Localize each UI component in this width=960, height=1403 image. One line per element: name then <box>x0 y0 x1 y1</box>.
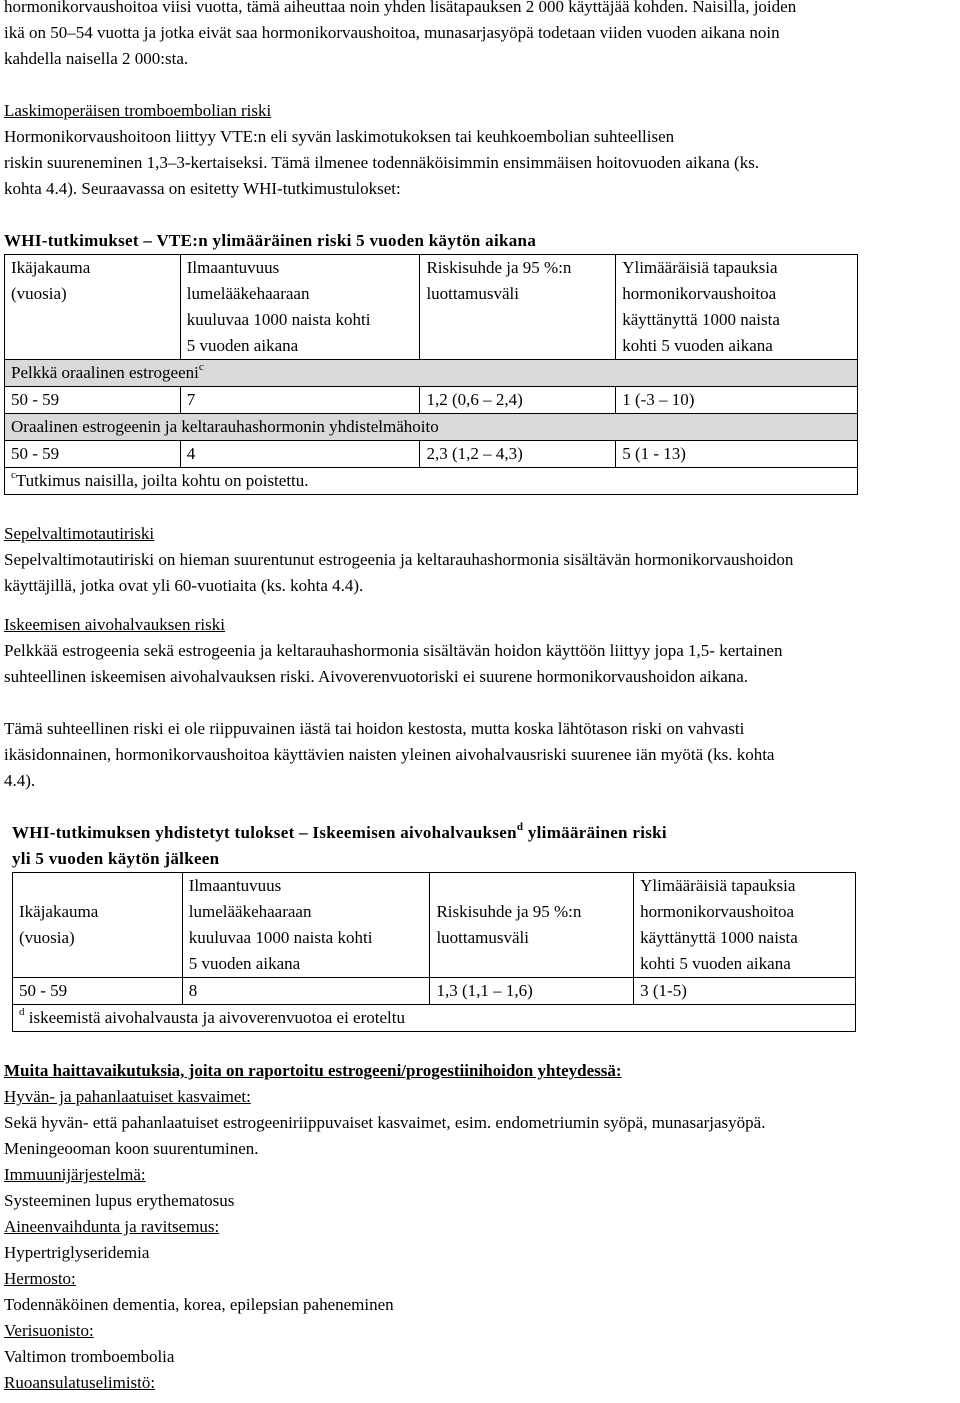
header-cell: Ikäjakauma (vuosia) <box>13 873 183 978</box>
stroke-line: 4.4). <box>4 771 36 790</box>
section-line: Systeeminen lupus erythematosus <box>4 1191 235 1210</box>
stroke-line: suhteellinen iskeemisen aivohalvauksen riski. Aivoverenvuotoriski ei suurene hormonikorvaushoidon aikana. <box>4 667 749 686</box>
section-title: Hyvän- ja pahanlaatuiset kasvaimet: <box>4 1087 251 1106</box>
vte-table-block <box>4 228 954 495</box>
vte-heading: Laskimoperäisen tromboembolian riski <box>4 101 272 120</box>
stroke-heading: Iskeemisen aivohalvauksen riski <box>4 615 225 634</box>
header-cell: Ylimääräisiä tapauksia hormonikorvaushoitoa käyttänyttä 1000 naista kohti 5 vuoden aikana <box>634 873 856 978</box>
header-cell: Ylimääräisiä tapauksia hormonikorvaushoitoa käyttänyttä 1000 naista kohti 5 vuoden aikana <box>616 255 858 360</box>
document-page <box>4 0 954 1396</box>
table-footnote-row: $^c$Tutkimus naisilla, joilta kohtu on poistettu. <box>5 468 858 495</box>
coronary-section <box>4 521 954 599</box>
table-row: 50 - 59 4 2,3 (1,2 – 4,3) 5 (1 - 13) <box>5 441 858 468</box>
stroke-line: ikäsidonnainen, hormonikorvaushoitoa käyttävien naisten yleinen aivohalvausriski suurenee iän myötä (ks. kohta <box>4 745 775 764</box>
stroke-table-block <box>12 820 862 1032</box>
section-title: Aineenvaihdunta ja ravitsemus: <box>4 1217 220 1236</box>
header-cell: Riskisuhde ja 95 %:n luottamusväli <box>430 873 634 978</box>
coronary-heading: Sepelvaltimotautiriski <box>4 524 155 543</box>
vte-section <box>4 98 954 202</box>
vte-table-title: WHI-tutkimukset – VTE:n ylimääräinen riski 5 vuoden käytön aikana <box>4 231 537 250</box>
coronary-line: Sepelvaltimotautiriski on hieman suurentunut estrogeenia ja keltarauhashormonia sisältävän hormonikorvaushoidon <box>4 550 794 569</box>
section-title: Immuunijärjestelmä: <box>4 1165 146 1184</box>
group-row: Oraalinen estrogeenin ja keltarauhashormonin yhdistelmähoito <box>5 414 858 441</box>
vte-line: Hormonikorvaushoitoon liittyy VTE:n eli syvän laskimotukoksen tai keuhkoembolian suhteellisen <box>4 127 675 146</box>
stroke-table-title: WHI-tutkimuksen yhdistetyt tulokset – Iskeemisen aivohalvauksen$^d$ ylimääräinen riski <box>12 821 667 842</box>
vte-risk-table <box>4 254 858 495</box>
intro-paragraph <box>4 0 954 72</box>
section-title: Verisuonisto: <box>4 1321 94 1340</box>
section-line: Hypertriglyseridemia <box>4 1243 150 1262</box>
header-cell: Ikäjakauma (vuosia) <box>5 255 181 360</box>
table-footnote-row: $^d$ iskeemistä aivohalvausta ja aivoverenvuotoa ei eroteltu <box>13 1005 856 1032</box>
stroke-line: Pelkkää estrogeenia sekä estrogeenia ja keltarauhashormonia sisältävän hoidon käyttöön liittyy jopa 1,5- kertainen <box>4 641 783 660</box>
header-cell: Ilmaantuvuus lumelääkehaaraan kuuluvaa 1000 naista kohti 5 vuoden aikana <box>180 255 420 360</box>
intro-line: kahdella naisella 2 000:sta. <box>4 49 189 68</box>
section-line: Todennäköinen dementia, korea, epilepsian paheneminen <box>4 1295 394 1314</box>
vte-line: kohta 4.4). Seuraavassa on esitetty WHI-tutkimustulokset: <box>4 179 401 198</box>
section-line: Valtimon tromboembolia <box>4 1347 175 1366</box>
stroke-table-title-line2: yli 5 vuoden käytön jälkeen <box>12 849 220 868</box>
stroke-section <box>4 612 954 794</box>
header-cell: Ilmaantuvuus lumelääkehaaraan kuuluvaa 1000 naista kohti 5 vuoden aikana <box>182 873 430 978</box>
header-cell: Riskisuhde ja 95 %:n luottamusväli <box>420 255 616 360</box>
section-line: Sekä hyvän- että pahanlaatuiset estrogeeniriippuvaiset kasvaimet, esim. endometriumin syöpä, munasarjasyöpä. <box>4 1113 766 1132</box>
section-title: Ruoansulatuselimistö: <box>4 1373 156 1392</box>
table-row: 50 - 59 8 1,3 (1,1 – 1,6) 3 (1-5) <box>13 978 856 1005</box>
stroke-line: Tämä suhteellinen riski ei ole riippuvainen iästä tai hoidon kestosta, mutta koska lähtötason riski on vahvasti <box>4 719 745 738</box>
intro-line: ikä on 50–54 vuotta ja jotka eivät saa hormonikorvaushoitoa, munasarjasyöpä todetaan viiden vuoden aikana noin <box>4 23 780 42</box>
other-effects-heading: Muita haittavaikutuksia, joita on raportoitu estrogeeni/progestiinihoidon yhteydessä: <box>4 1061 622 1080</box>
group-row: Pelkkä oraalinen estrogeeni$^c$ <box>5 360 858 387</box>
table-header-row <box>13 873 856 978</box>
table-row: 50 - 59 7 1,2 (0,6 – 2,4) 1 (-3 – 10) <box>5 387 858 414</box>
table-header-row <box>5 255 858 360</box>
section-title: Hermosto: <box>4 1269 76 1288</box>
other-effects-section <box>4 1058 954 1396</box>
section-line: Meningeooman koon suurentuminen. <box>4 1139 259 1158</box>
vte-line: riskin suureneminen 1,3–3-kertaiseksi. Tämä ilmenee todennäköisimmin ensimmäisen hoitovuoden aikana (ks. <box>4 153 760 172</box>
coronary-line: käyttäjillä, jotka ovat yli 60-vuotiaita (ks. kohta 4.4). <box>4 576 364 595</box>
intro-line: hormonikorvaushoitoa viisi vuotta, tämä aiheuttaa noin yhden lisätapauksen 2 000 käyttäjää kohden. Naisilla, joiden <box>4 0 797 16</box>
stroke-risk-table <box>12 872 856 1032</box>
